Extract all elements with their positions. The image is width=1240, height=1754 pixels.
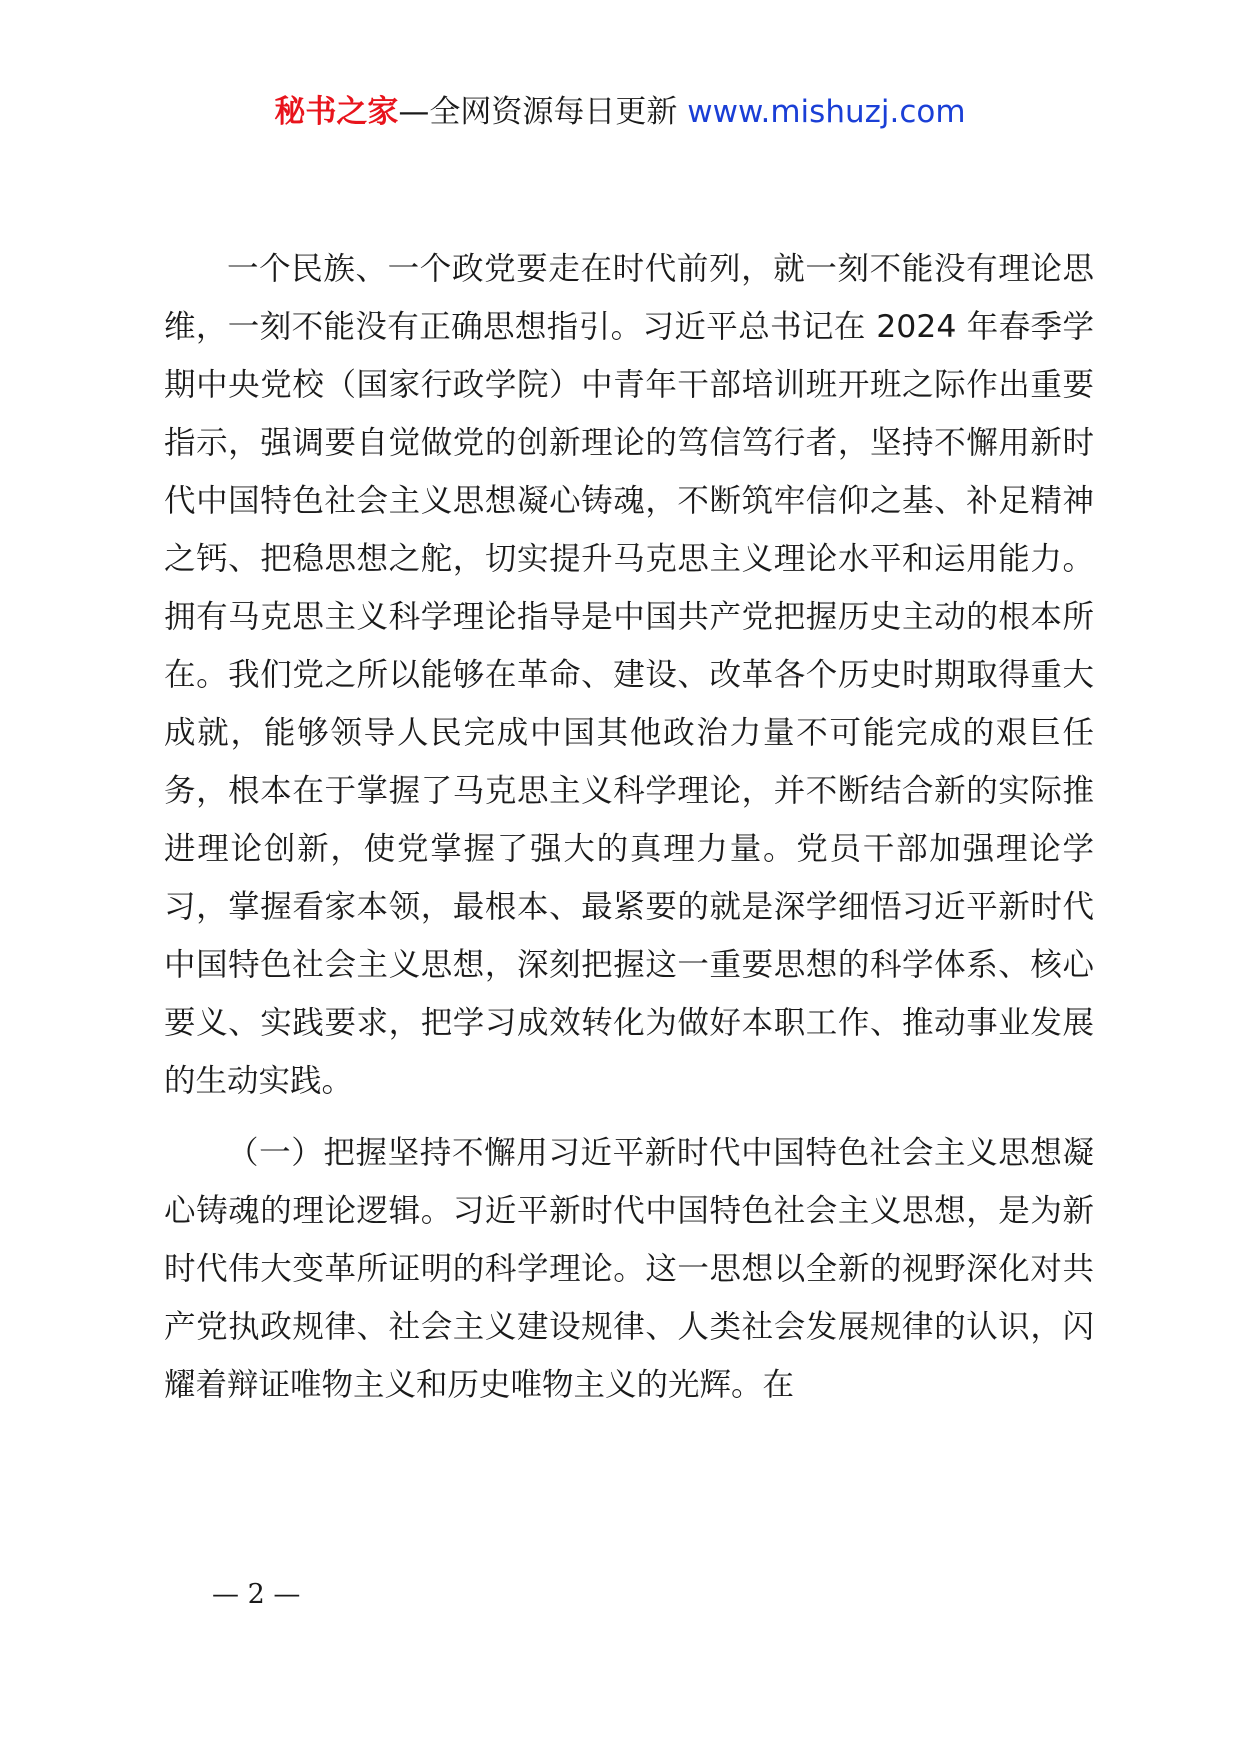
paragraph-intro: 一个民族、一个政党要走在时代前列，就一刻不能没有理论思维，一刻不能没有正确思想指引。习近平总书记在 2024 年春季学期中央党校（国家行政学院）中青年干部培训班开班之际作出重要指示，强调要自觉做党的创新理论的笃信笃行者，坚持不懈用新时代中国特色社会主义思想凝心铸魂，不断筑牢信仰之基、补足精神之钙、把稳思想之舵，切实提升马克思主义理论水平和运用能力。拥有马克思主义科学理论指导是中国共产党把握历史主动的根本所在。我们党之所以能够在革命、建设、改革各个历史时期取得重大成就，能够领导人民完成中国其他政治力量不可能完成的艰巨任务，根本在于掌握了马克思主义科学理论，并不断结合新的实际推进理论创新，使党掌握了强大的真理力量。党员干部加强理论学习，掌握看家本领，最根本、最紧要的就是深学细悟习近平新时代中国特色社会主义思想，深刻把握这一重要思想的科学体系、核心要义、实践要求，把学习成效转化为做好本职工作、推动事业发展的生动实践。 [164,251,1094,1099]
page-number: — 2 — [212,1579,301,1610]
paragraph-section-one: （一）把握坚持不懈用习近平新时代中国特色社会主义思想凝心铸魂的理论逻辑。习近平新时代中国特色社会主义思想，是为新时代伟大变革所证明的科学理论。这一思想以全新的视野深化对共产党执政规律、社会主义建设规律、人类社会发展规律的认识，闪耀着辩证唯物主义和历史唯物主义的光辉。在 [164,1135,1094,1403]
site-url-link[interactable]: www.mishuzj.com [687,94,966,130]
site-header [0,92,1240,132]
site-tagline: —全网资源每日更新 [398,94,678,130]
document-body [164,240,1094,1414]
site-brand: 秘书之家 [274,94,399,130]
